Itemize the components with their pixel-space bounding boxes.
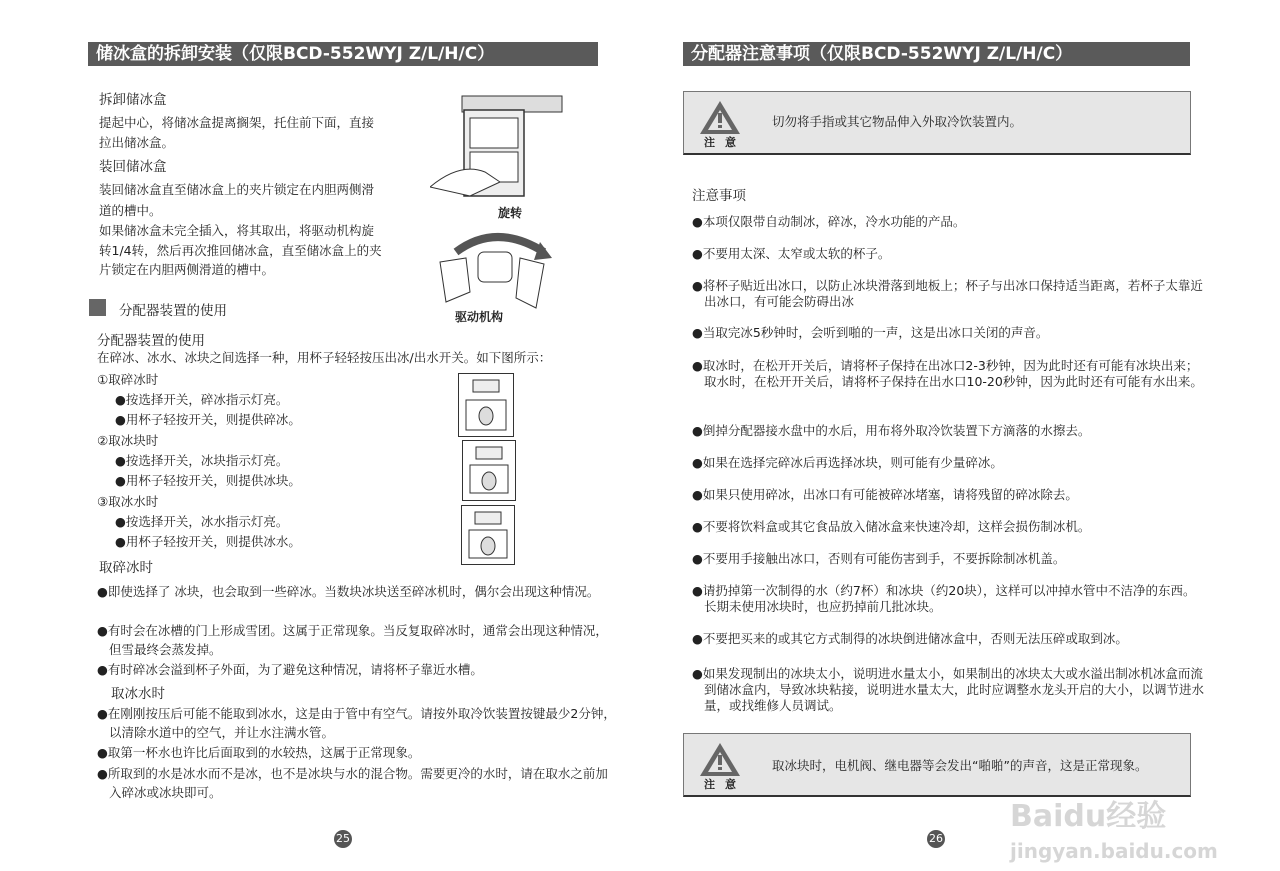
mode-water-step: ● 按选择开关，冰水指示灯亮。 — [115, 514, 288, 530]
install-text-4: 转1/4转，然后再次推回储冰盒，直至储冰盒上的夹 — [99, 243, 382, 258]
crushed-note: ● 有时碎冰会溢到杯子外面，为了避免这种情况，请将杯子靠近水槽。 — [97, 660, 619, 679]
mode-crushed-step: ● 按选择开关，碎冰指示灯亮。 — [115, 392, 288, 408]
caution-label: 注意 — [704, 778, 746, 791]
mode-cubes-step: ● 按选择开关，冰块指示灯亮。 — [115, 453, 288, 469]
caution-label: 注意 — [704, 136, 746, 149]
note-item: ● 不要将饮料盒或其它食品放入储冰盒来快速冷却，这样会损伤制冰机。 — [692, 519, 1204, 535]
note-item: ● 不要用手接触出冰口，否则有可能伤害到手，不要拆除制冰机盖。 — [692, 551, 1204, 567]
mode-cubes-step: ● 用杯子轻按开关，则提供冰块。 — [115, 473, 301, 489]
warning-triangle-icon — [698, 98, 742, 136]
water-note: ● 取第一杯水也许比后面取到的水较热，这属于正常现象。 — [97, 743, 619, 762]
note-item: ● 不要用太深、太窄或太软的杯子。 — [692, 246, 1204, 262]
caution-text: 切勿将手指或其它物品伸入外取冷饮装置内。 — [772, 114, 1023, 129]
note-item: ● 如果在选择完碎冰后再选择冰块，则可能有少量碎冰。 — [692, 455, 1204, 471]
dispenser-crushed-illustration — [458, 373, 514, 437]
water-heading: 取冰水时 — [111, 686, 165, 702]
note-item: ● 如果只使用碎冰，出冰口有可能被碎冰堵塞，请将残留的碎冰除去。 — [692, 487, 1204, 503]
drive-mechanism-illustration — [436, 222, 556, 310]
note-item: ● 取冰时，在松开开关后，请将杯子保持在出冰口2-3秒钟，因为此时还有可能有冰块出来；取水时，在松开开关后，请将杯子保持在出水口10-20秒钟，因为此时还有可能有水出来。 — [692, 358, 1204, 390]
crushed-heading: 取碎冰时 — [99, 560, 153, 576]
section-title: 分配器装置的使用 — [119, 303, 227, 319]
note-item: ● 不要把买来的或其它方式制得的冰块倒进储冰盒中，否则无法压碎或取到冰。 — [692, 631, 1204, 647]
drive-label: 驱动机构 — [455, 310, 504, 324]
install-text-2: 道的槽中。 — [99, 203, 162, 218]
notes-heading: 注意事项 — [692, 188, 746, 204]
remove-text-2: 拉出储冰盒。 — [99, 135, 175, 150]
install-text-1: 装回储冰盒直至储冰盒上的夹片锁定在内胆两侧滑 — [99, 182, 375, 197]
crushed-note: ● 即使选择了 冰块，也会取到一些碎冰。当数块冰块送至碎冰机时，偶尔会出现这种情况。 — [97, 582, 619, 601]
note-item: ● 当取完冰5秒钟时，会听到啪的一声，这是出冰口关闭的声音。 — [692, 325, 1204, 341]
note-item: ● 请扔掉第一次制得的水（约7杯）和冰块（约20块），这样可以冲掉水管中不洁净的东西。长期未使用冰块时，也应扔掉前几批冰块。 — [692, 583, 1204, 615]
note-item: ● 如果发现制出的冰块太小，说明进水量太小，如果制出的冰块太大或水溢出制冰机冰盒而流到储冰盒内，导致冰块粘接，说明进水量太大，此时应调整水龙头开启的大小，以调节进水量，或找维修人员调试。 — [692, 666, 1204, 714]
install-heading: 装回储冰盒 — [99, 159, 167, 175]
dispenser-water-illustration — [461, 505, 515, 565]
mode-cubes-label: ②取冰块时 — [97, 433, 159, 448]
left-page-title: 储冰盒的拆卸安装（仅限BCD-552WYJ Z/L/H/C） — [88, 42, 598, 66]
watermark-url: jingyan.baidu.com — [1010, 839, 1218, 863]
crushed-note: ● 有时会在冰槽的门上形成雪团。这属于正常现象。当反复取碎冰时，通常会出现这种情况，但雪最终会蒸发掉。 — [97, 621, 619, 659]
mode-crushed-step: ● 用杯子轻按开关，则提供碎冰。 — [115, 412, 301, 428]
mode-water-step: ● 用杯子轻按开关，则提供冰水。 — [115, 534, 301, 550]
water-note: ● 在刚刚按压后可能不能取到冰水，这是由于管中有空气。请按外取冷饮装置按键最少2分钟，以清除水道中的空气，并让水注满水管。 — [97, 704, 619, 742]
watermark-logo: Baidu经验 — [1010, 799, 1167, 834]
page-number-right: 26 — [927, 830, 945, 848]
remove-text-1: 提起中心，将储冰盒提离搁架，托住前下面，直接 — [99, 115, 375, 130]
dispenser-cubes-illustration — [462, 440, 516, 501]
install-text-3: 如果储冰盒未完全插入，将其取出，将驱动机构旋 — [99, 223, 375, 238]
caution-box-top — [683, 91, 1191, 155]
mode-crushed-label: ①取碎冰时 — [97, 372, 159, 387]
warning-triangle-icon — [698, 740, 742, 778]
usage-heading: 分配器装置的使用 — [97, 333, 205, 349]
note-item: ● 本项仅限带自动制冰，碎冰，冷水功能的产品。 — [692, 214, 1204, 230]
caution-box-bottom — [683, 733, 1191, 797]
caution-text: 取冰块时，电机阀、继电器等会发出“啪啪”的声音，这是正常现象。 — [772, 758, 1148, 773]
ice-box-removal-illustration — [430, 92, 570, 204]
note-item: ● 将杯子贴近出冰口，以防止冰块滑落到地板上；杯子与出冰口保持适当距离，若杯子太靠近出冰口，有可能会防碍出冰 — [692, 278, 1204, 310]
rotate-label: 旋转 — [498, 206, 523, 220]
install-text-5: 片锁定在内胆两侧滑道的槽中。 — [99, 262, 275, 277]
section-marker — [89, 299, 106, 316]
note-item: ● 倒掉分配器接水盘中的水后，用布将外取冷饮装置下方滴落的水擦去。 — [692, 423, 1204, 439]
right-page-title: 分配器注意事项（仅限BCD-552WYJ Z/L/H/C） — [683, 42, 1190, 66]
usage-intro: 在碎冰、冰水、冰块之间选择一种，用杯子轻轻按压出冰/出水开关。如下图所示： — [97, 350, 552, 365]
water-note: ● 所取到的水是冰水而不是冰，也不是冰块与水的混合物。需要更冷的水时，请在取水之前加入碎冰或冰块即可。 — [97, 764, 619, 802]
mode-water-label: ③取冰水时 — [97, 494, 159, 509]
page-number-left: 25 — [334, 830, 352, 848]
remove-heading: 拆卸储冰盒 — [99, 92, 167, 108]
